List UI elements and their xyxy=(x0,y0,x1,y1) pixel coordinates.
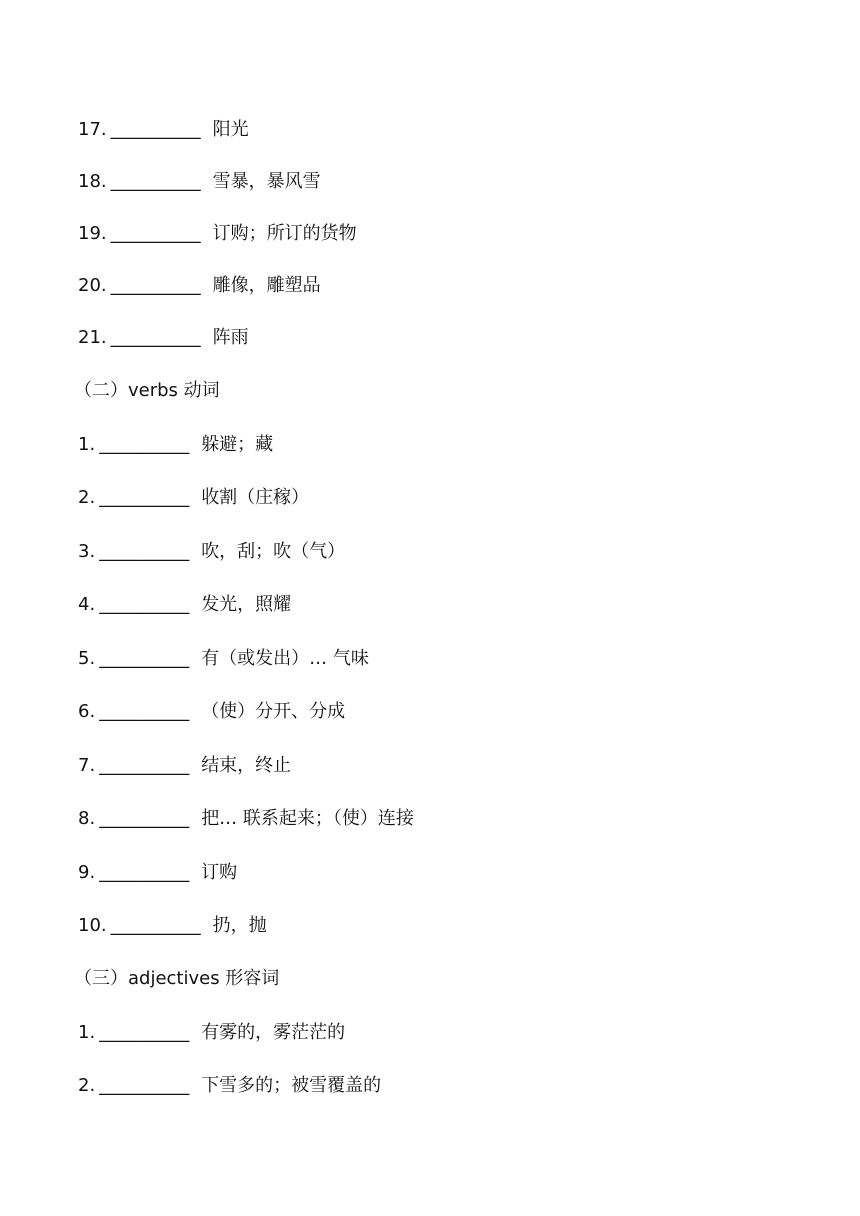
answer-blank[interactable]: __________ xyxy=(110,223,201,244)
list-item xyxy=(78,700,345,724)
list-item xyxy=(78,861,237,885)
item-meaning: 雕像，雕塑品 xyxy=(212,275,321,296)
item-number: 7. xyxy=(78,755,96,776)
item-meaning: 吹，刮；吹（气） xyxy=(201,541,346,562)
item-meaning: 下雪多的；被雪覆盖的 xyxy=(201,1075,382,1096)
item-meaning: 收割（庄稼） xyxy=(201,487,310,508)
item-meaning: 发光，照耀 xyxy=(201,594,292,615)
item-meaning: 订购 xyxy=(201,862,238,883)
item-meaning: 把… 联系起来；（使）连接 xyxy=(201,808,414,829)
item-number: 6. xyxy=(78,701,96,722)
answer-blank[interactable]: __________ xyxy=(110,327,201,348)
list-item xyxy=(78,118,249,142)
item-meaning: 雪暴，暴风雪 xyxy=(212,171,321,192)
list-item xyxy=(78,647,369,671)
answer-blank[interactable]: __________ xyxy=(99,594,190,615)
item-number: 9. xyxy=(78,862,96,883)
item-number: 17. xyxy=(78,119,107,140)
item-number: 2. xyxy=(78,1075,96,1096)
item-meaning: 阳光 xyxy=(212,119,249,140)
item-meaning: 躲避；藏 xyxy=(201,434,274,455)
section-heading-verbs: （二）verbs 动词 xyxy=(74,380,220,401)
item-meaning: （使）分开、分成 xyxy=(201,701,346,722)
item-number: 2. xyxy=(78,487,96,508)
answer-blank[interactable]: __________ xyxy=(99,755,190,776)
item-number: 5. xyxy=(78,648,96,669)
answer-blank[interactable]: __________ xyxy=(110,119,201,140)
list-item xyxy=(78,170,321,194)
list-item xyxy=(78,807,414,831)
answer-blank[interactable]: __________ xyxy=(99,434,190,455)
item-number: 19. xyxy=(78,223,107,244)
item-number: 10. xyxy=(78,915,107,936)
item-number: 20. xyxy=(78,275,107,296)
answer-blank[interactable]: __________ xyxy=(110,275,201,296)
item-number: 3. xyxy=(78,541,96,562)
list-item xyxy=(78,222,357,246)
item-meaning: 扔，抛 xyxy=(212,915,267,936)
item-number: 18. xyxy=(78,171,107,192)
answer-blank[interactable]: __________ xyxy=(99,1022,190,1043)
answer-blank[interactable]: __________ xyxy=(99,862,190,883)
answer-blank[interactable]: __________ xyxy=(99,808,190,829)
list-item xyxy=(78,326,249,350)
item-meaning: 结束，终止 xyxy=(201,755,292,776)
item-meaning: 有雾的，雾茫茫的 xyxy=(201,1022,346,1043)
list-item xyxy=(78,540,345,564)
item-meaning: 订购；所订的货物 xyxy=(212,223,357,244)
answer-blank[interactable]: __________ xyxy=(99,1075,190,1096)
item-number: 8. xyxy=(78,808,96,829)
section-heading-adjectives: （三）adjectives 形容词 xyxy=(74,968,280,989)
item-number: 21. xyxy=(78,327,107,348)
item-number: 1. xyxy=(78,1022,96,1043)
list-item xyxy=(78,274,321,298)
list-item xyxy=(78,1021,345,1045)
list-item xyxy=(78,1074,381,1098)
list-item xyxy=(78,433,273,457)
list-item xyxy=(78,486,309,510)
item-number: 1. xyxy=(78,434,96,455)
answer-blank[interactable]: __________ xyxy=(99,487,190,508)
list-item xyxy=(78,914,267,938)
answer-blank[interactable]: __________ xyxy=(99,701,190,722)
answer-blank[interactable]: __________ xyxy=(99,541,190,562)
answer-blank[interactable]: __________ xyxy=(99,648,190,669)
item-number: 4. xyxy=(78,594,96,615)
item-meaning: 阵雨 xyxy=(212,327,249,348)
item-meaning: 有（或发出）… 气味 xyxy=(201,648,369,669)
list-item xyxy=(78,754,291,778)
list-item xyxy=(78,593,291,617)
answer-blank[interactable]: __________ xyxy=(110,915,201,936)
answer-blank[interactable]: __________ xyxy=(110,171,201,192)
